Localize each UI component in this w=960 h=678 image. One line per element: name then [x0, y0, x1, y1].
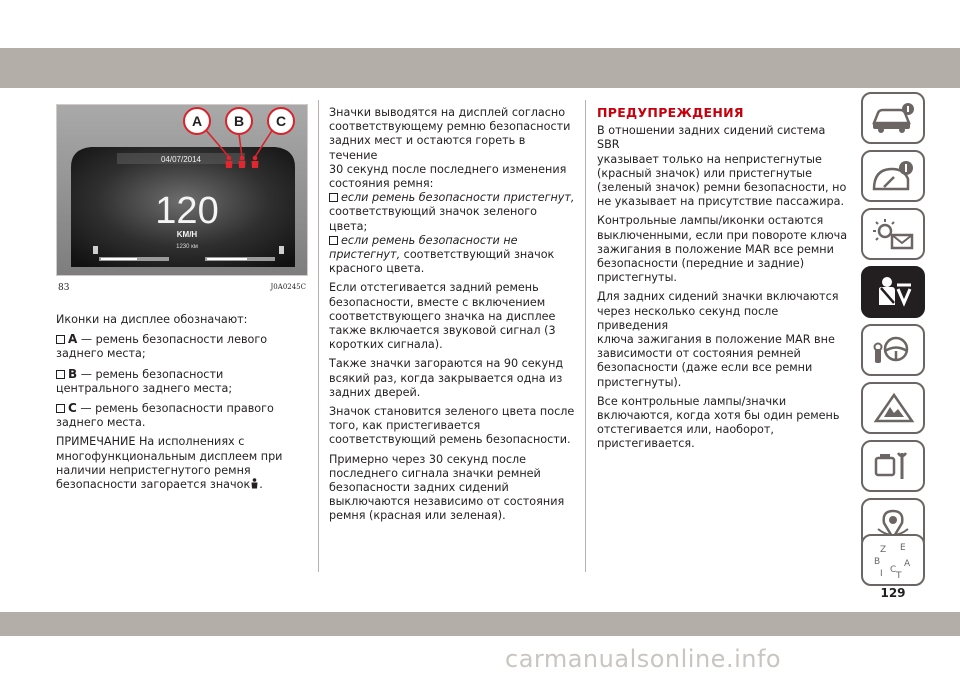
lamps-off-paragraph: Контрольные лампы/иконки остаются выключенными, если при повороте ключа зажигания в положение MAR все ремни безопасности (передние и задние) пристегнуты. — [597, 214, 848, 285]
tab-lights-message[interactable] — [861, 208, 925, 260]
chapter-sidebar — [856, 90, 930, 588]
svg-text:T: T — [896, 571, 902, 580]
cluster-display-figure — [56, 104, 308, 276]
timeout-paragraph: Примерно через 30 секунд после последнего сигнала значки ремней безопасности задних сидений выключаются независимо от состояния ремня (красная или зеленая). — [329, 452, 565, 523]
item-b-letter: B — [68, 366, 78, 381]
sbr-paragraph: В отношении задних сидений система SBR указывает только на непристегнутые (красный значок) или пристегнутые (зеленый значок) ремни безопасности, но не указывает на присутствие пассажира. — [597, 124, 847, 209]
bullet-box-icon — [56, 370, 65, 379]
svg-text:C: C — [890, 565, 897, 575]
bullet-box-icon — [329, 236, 338, 245]
unbuckle-paragraph: Если отстегивается задний ремень безопасности, вместе с включением соответствующего значка на дисплее также включается звуковой сигнал (3 коротких сигнала). — [329, 281, 556, 352]
seatbelt-icon — [250, 478, 259, 489]
item-c-letter: C — [68, 401, 77, 416]
dashboard-info-icon — [870, 159, 916, 193]
seatbelt-icons — [226, 156, 259, 168]
watermark: carmanualsonline.info — [505, 645, 782, 673]
tab-alphabetical-index[interactable] — [861, 534, 925, 586]
header-band — [0, 48, 960, 88]
bullet-box-icon — [56, 335, 65, 344]
bullet-box-icon — [329, 193, 338, 202]
top-margin — [0, 0, 960, 48]
tools-icon — [870, 449, 916, 483]
all-lamps-paragraph: Все контрольные лампы/значки включаются, когда хотя бы один ремень отстегивается или, наоборот, пристегивается. — [597, 394, 840, 451]
item-b: B — ремень безопасности центрального заднего места; — [56, 366, 233, 395]
display-odometer: 1230 км — [176, 244, 198, 250]
steering-key-icon — [870, 333, 916, 367]
display-note: ПРИМЕЧАНИЕ На исполнениях с многофункциональным дисплеем при наличии непристегнутого ремня безопасности загорается значок . — [56, 435, 283, 492]
warnings-heading: ПРЕДУПРЕЖДЕНИЯ — [597, 105, 744, 120]
figure-number: 83 — [58, 283, 70, 293]
green-paragraph: Значок становится зеленого цвета после того, как пристегивается соответствующий ремень безопасности. — [329, 405, 575, 447]
item-a-letter: A — [68, 332, 78, 347]
item-a: A — ремень безопасности левого заднего места; — [56, 332, 268, 361]
display-speed: 120 — [155, 190, 219, 232]
bullet-box-icon — [56, 404, 65, 413]
tab-dashboard-info[interactable] — [861, 150, 925, 202]
tab-tools[interactable] — [861, 440, 925, 492]
svg-text:B: B — [874, 557, 881, 567]
item-c: C — ремень безопасности правого заднего места. — [56, 401, 274, 430]
callout-a-label: A — [191, 113, 203, 129]
figure-code: J0A0245C — [270, 283, 306, 291]
tab-steering-key[interactable] — [861, 324, 925, 376]
svg-text:Z: Z — [880, 545, 887, 555]
door-paragraph: Также значки загораются на 90 секунд всякий раз, когда закрывается одна из задних дверей. — [329, 357, 564, 399]
display-speed-unit: KM/H — [176, 230, 198, 239]
column-1 — [56, 313, 312, 497]
callout-c-label: C — [275, 113, 287, 129]
column-2 — [329, 106, 575, 529]
alphabet-index-icon — [870, 540, 916, 580]
column-divider-1 — [318, 100, 319, 572]
warning-triangle-icon — [870, 391, 916, 425]
safety-seatbelt-icon — [870, 275, 916, 309]
rear-seats-paragraph: Для задних сидений значки включаются через несколько секунд после приведения ключа зажигания в положение MAR вне зависимости от состояния ремней безопасности (даже если все ремни пристегнуты). — [597, 290, 839, 389]
footer-area — [0, 636, 960, 678]
cluster-display-illustration — [57, 105, 308, 276]
figure-caption — [56, 283, 308, 297]
car-info-icon — [870, 101, 916, 135]
tab-warning[interactable] — [861, 382, 925, 434]
svg-text:E: E — [900, 543, 906, 553]
icons-intro: Иконки на дисплее обозначают: — [56, 313, 248, 326]
display-rules-paragraph: Значки выводятся на дисплей согласно соответствующему ремню безопасности задних мест и остаются гореть в течение 30 секунд после последнего изменения состояния ремня: если ремень безопасности пристегнут, соответствующий значок зеленого цвета; если ремень безопасности не пристегнут, соответствующий значок красного цвета. — [329, 106, 575, 276]
display-date: 04/07/2014 — [160, 155, 202, 164]
tab-safety-seatbelt[interactable] — [861, 266, 925, 318]
svg-text:I: I — [880, 569, 883, 579]
footer-band — [0, 612, 960, 636]
callout-b-label: B — [233, 113, 245, 129]
page-number: 129 — [880, 586, 906, 600]
tab-car-info[interactable] — [861, 92, 925, 144]
column-3 — [597, 106, 849, 457]
lights-message-icon — [870, 217, 916, 251]
column-divider-2 — [585, 100, 586, 572]
svg-text:A: A — [904, 559, 911, 569]
